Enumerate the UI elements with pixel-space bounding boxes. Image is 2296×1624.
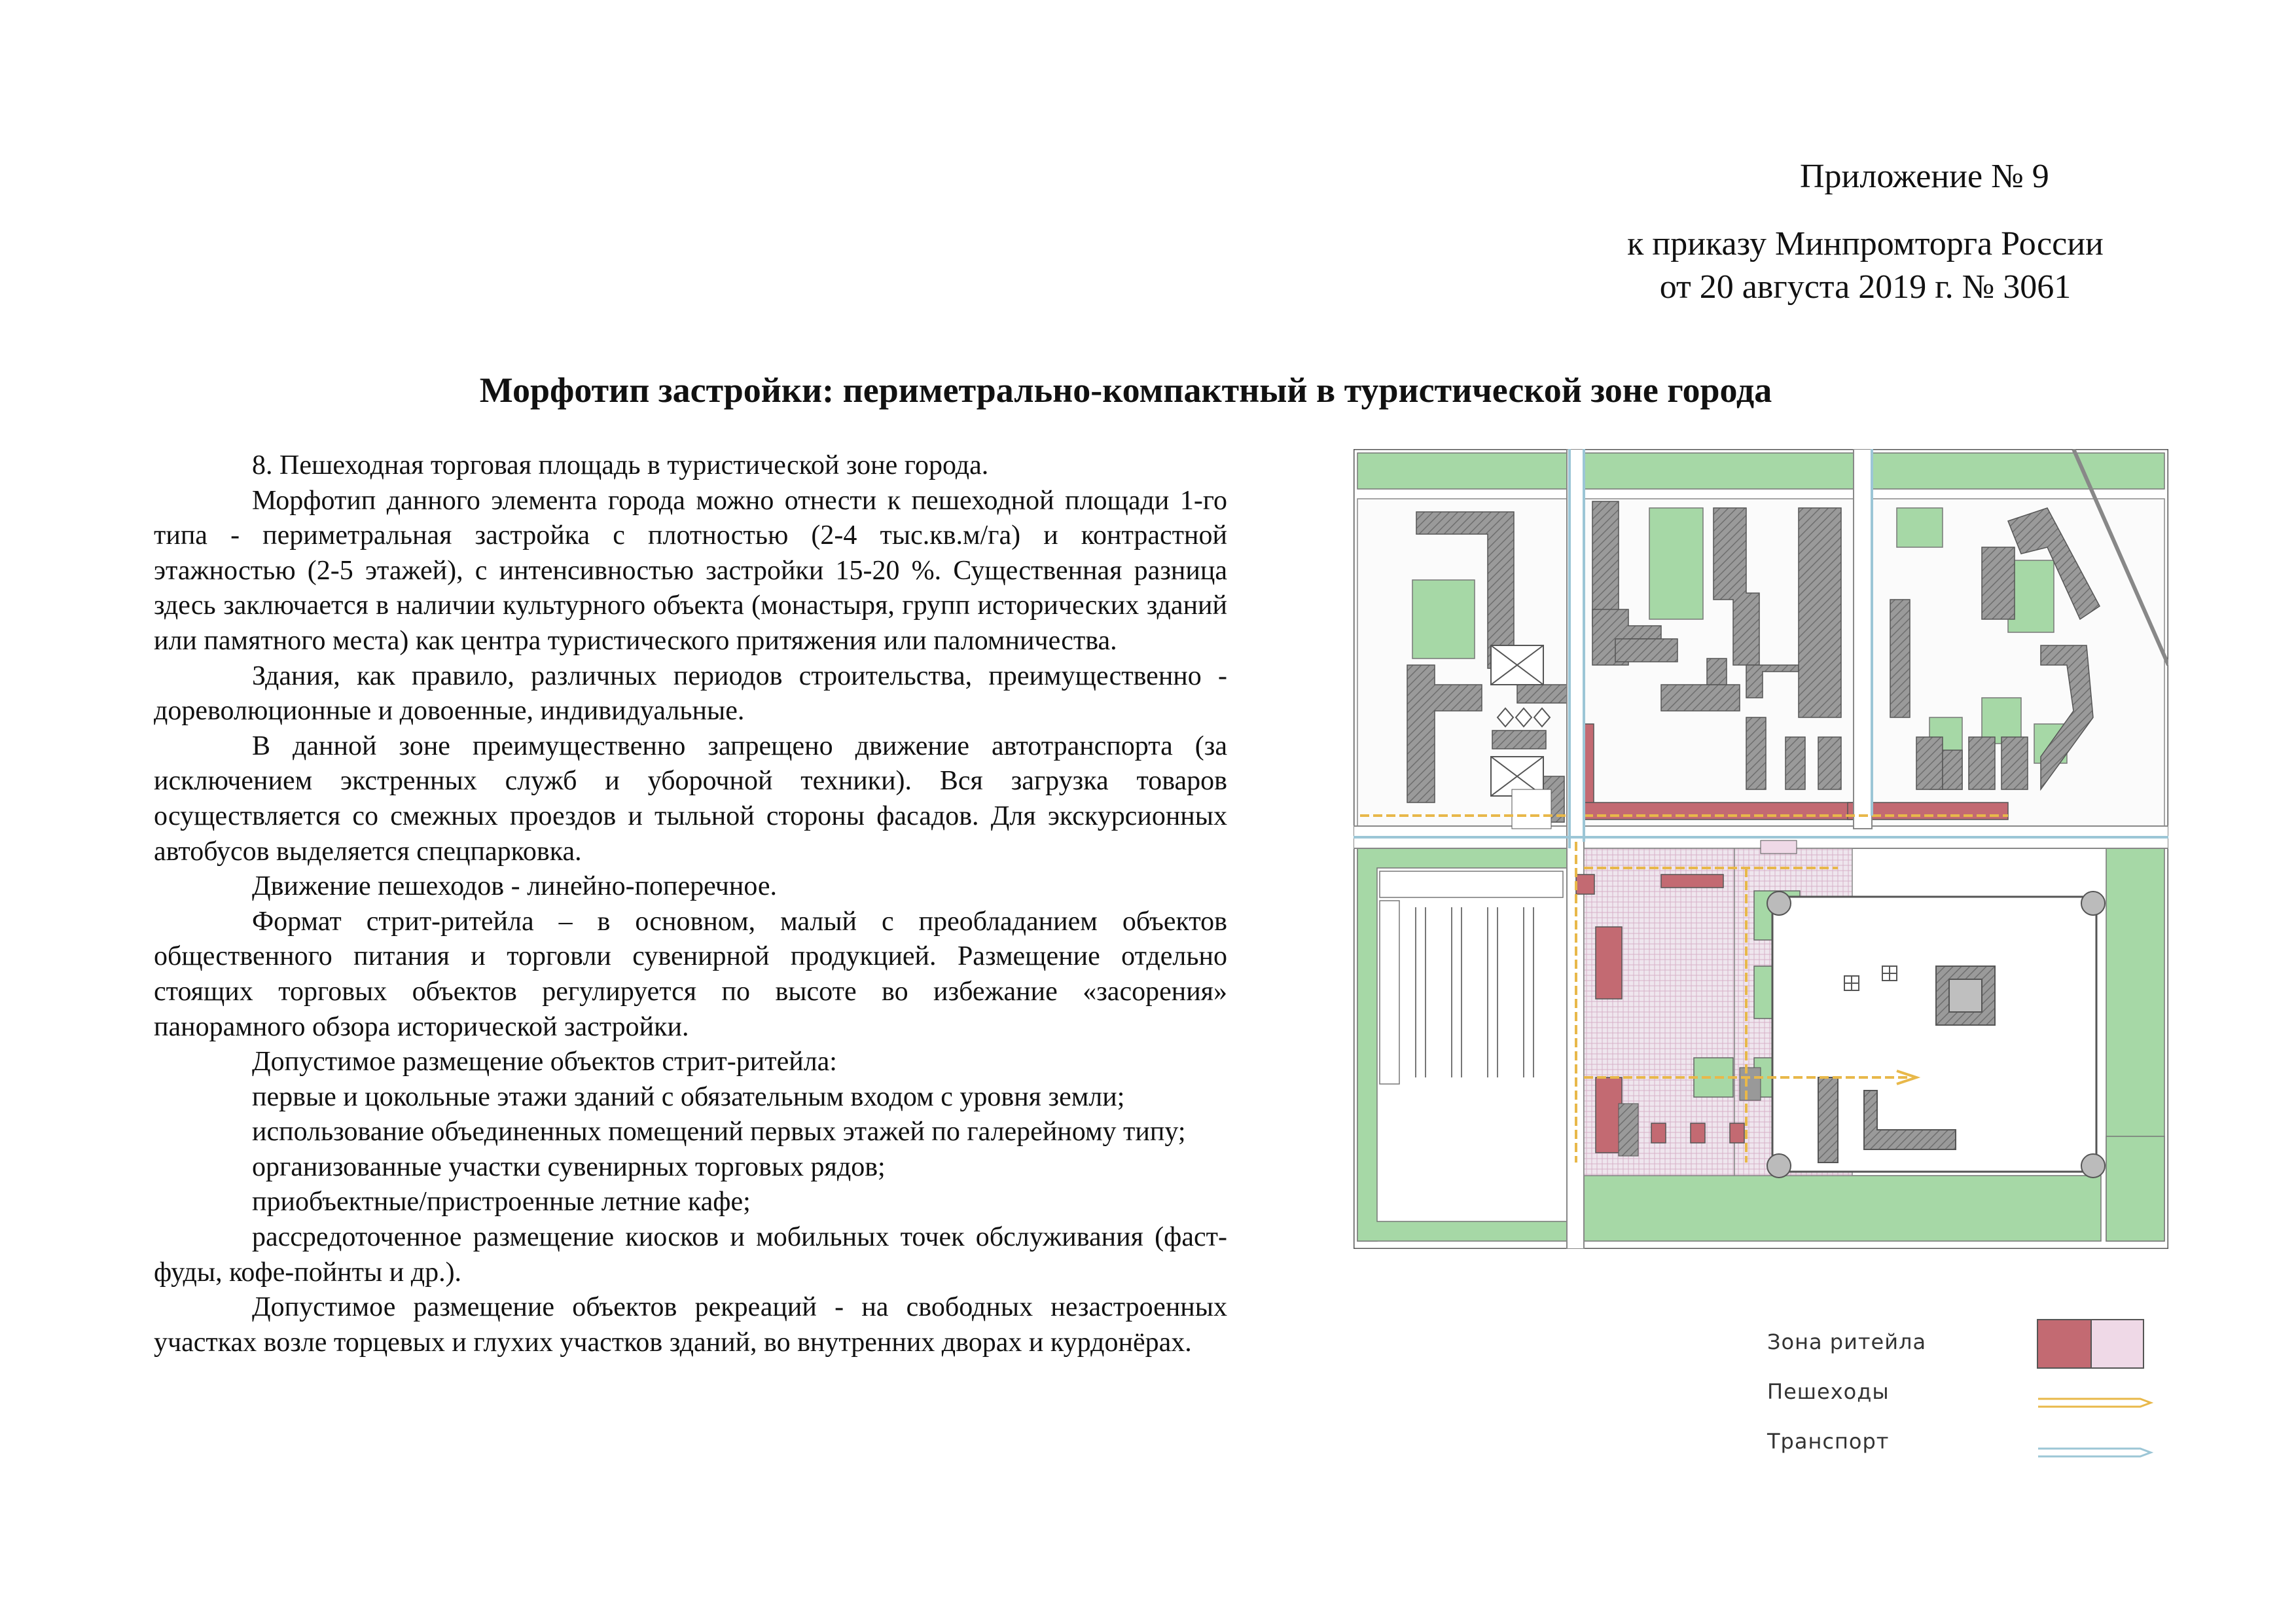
paragraph: Формат стрит-ритейла – в основном, малый с преобладанием объектов общественного питания и торговли сувенирной продукцией. Размещение отдельно стоящих торговых объектов регулируется по высоте во избежание «засорения» панорамного обзора исторической застройки. <box>154 906 1227 1042</box>
paragraph: 8. Пешеходная торговая площадь в туристической зоне города. <box>252 450 989 480</box>
list-item: приобъектные/пристроенные летние кафе; <box>252 1187 751 1218</box>
list-item: первые и цокольные этажи зданий с обязательным входом с уровня земли; <box>252 1081 1125 1112</box>
page-title: Морфотип застройки: периметрально-компактный в туристической зоне города <box>479 370 1772 410</box>
legend-retail-swatch-dark <box>2037 1319 2092 1369</box>
site-plan-diagram <box>1354 449 2168 1249</box>
order-line-2: от 20 августа 2019 г. № 3061 <box>1659 268 2072 306</box>
legend-retail-swatch-light <box>2090 1319 2144 1369</box>
appendix-number: Приложение № 9 <box>1800 158 2049 195</box>
legend-pedestrians-label: Пешеходы <box>1767 1379 1890 1404</box>
body-text <box>154 448 1227 1360</box>
legend-retail-label: Зона ритейла <box>1767 1329 1927 1354</box>
list-item: рассредоточенное размещение киосков и мобильных точек обслуживания (фаст-фуды, кофе-пойнты и др.). <box>154 1222 1227 1288</box>
paragraph: Здания, как правило, различных периодов строительства, преимущественно - дореволюционные и довоенные, индивидуальные. <box>154 660 1227 727</box>
list-item: использование объединенных помещений первых этажей по галерейному типу; <box>252 1117 1186 1147</box>
legend-transport-label: Транспорт <box>1767 1429 1890 1454</box>
map-legend <box>1767 1306 2173 1483</box>
paragraph: В данной зоне преимущественно запрещено движение автотранспорта (за исключением экстренных служб и уборочной техники). Вся загрузка товаров осуществляется со смежных проездов и тыльной стороны фасадов. Для экскурсионных автобусов выделяется спецпарковка. <box>154 731 1227 867</box>
paragraph: Движение пешеходов - линейно-поперечное. <box>252 871 778 902</box>
legend-pedestrian-arrow-icon <box>2036 1390 2153 1416</box>
order-line-1: к приказу Минпромторга России <box>1627 225 2104 262</box>
list-item: организованные участки сувенирных торговых рядов; <box>252 1151 886 1182</box>
paragraph: Допустимое размещение объектов стрит-ритейла: <box>252 1047 837 1077</box>
paragraph: Допустимое размещение объектов рекреаций - на свободных незастроенных участках возле торцевых и глухих участков зданий, во внутренних дворах и курдонёрах. <box>154 1292 1227 1358</box>
legend-transport-arrow-icon <box>2036 1439 2153 1466</box>
paragraph: Морфотип данного элемента города можно отнести к пешеходной площади 1-го типа - периметральная застройка с плотностью (2-4 тыс.кв.м/га) и контрастной этажностью (2-5 этажей), с интенсивностью застройки 15-20 %. Существенная разница здесь заключается в наличии культурного объекта (монастыря, групп исторических зданий или памятного места) как центра туристического притяжения или паломничества. <box>154 485 1227 656</box>
order-reference <box>1492 223 2238 309</box>
